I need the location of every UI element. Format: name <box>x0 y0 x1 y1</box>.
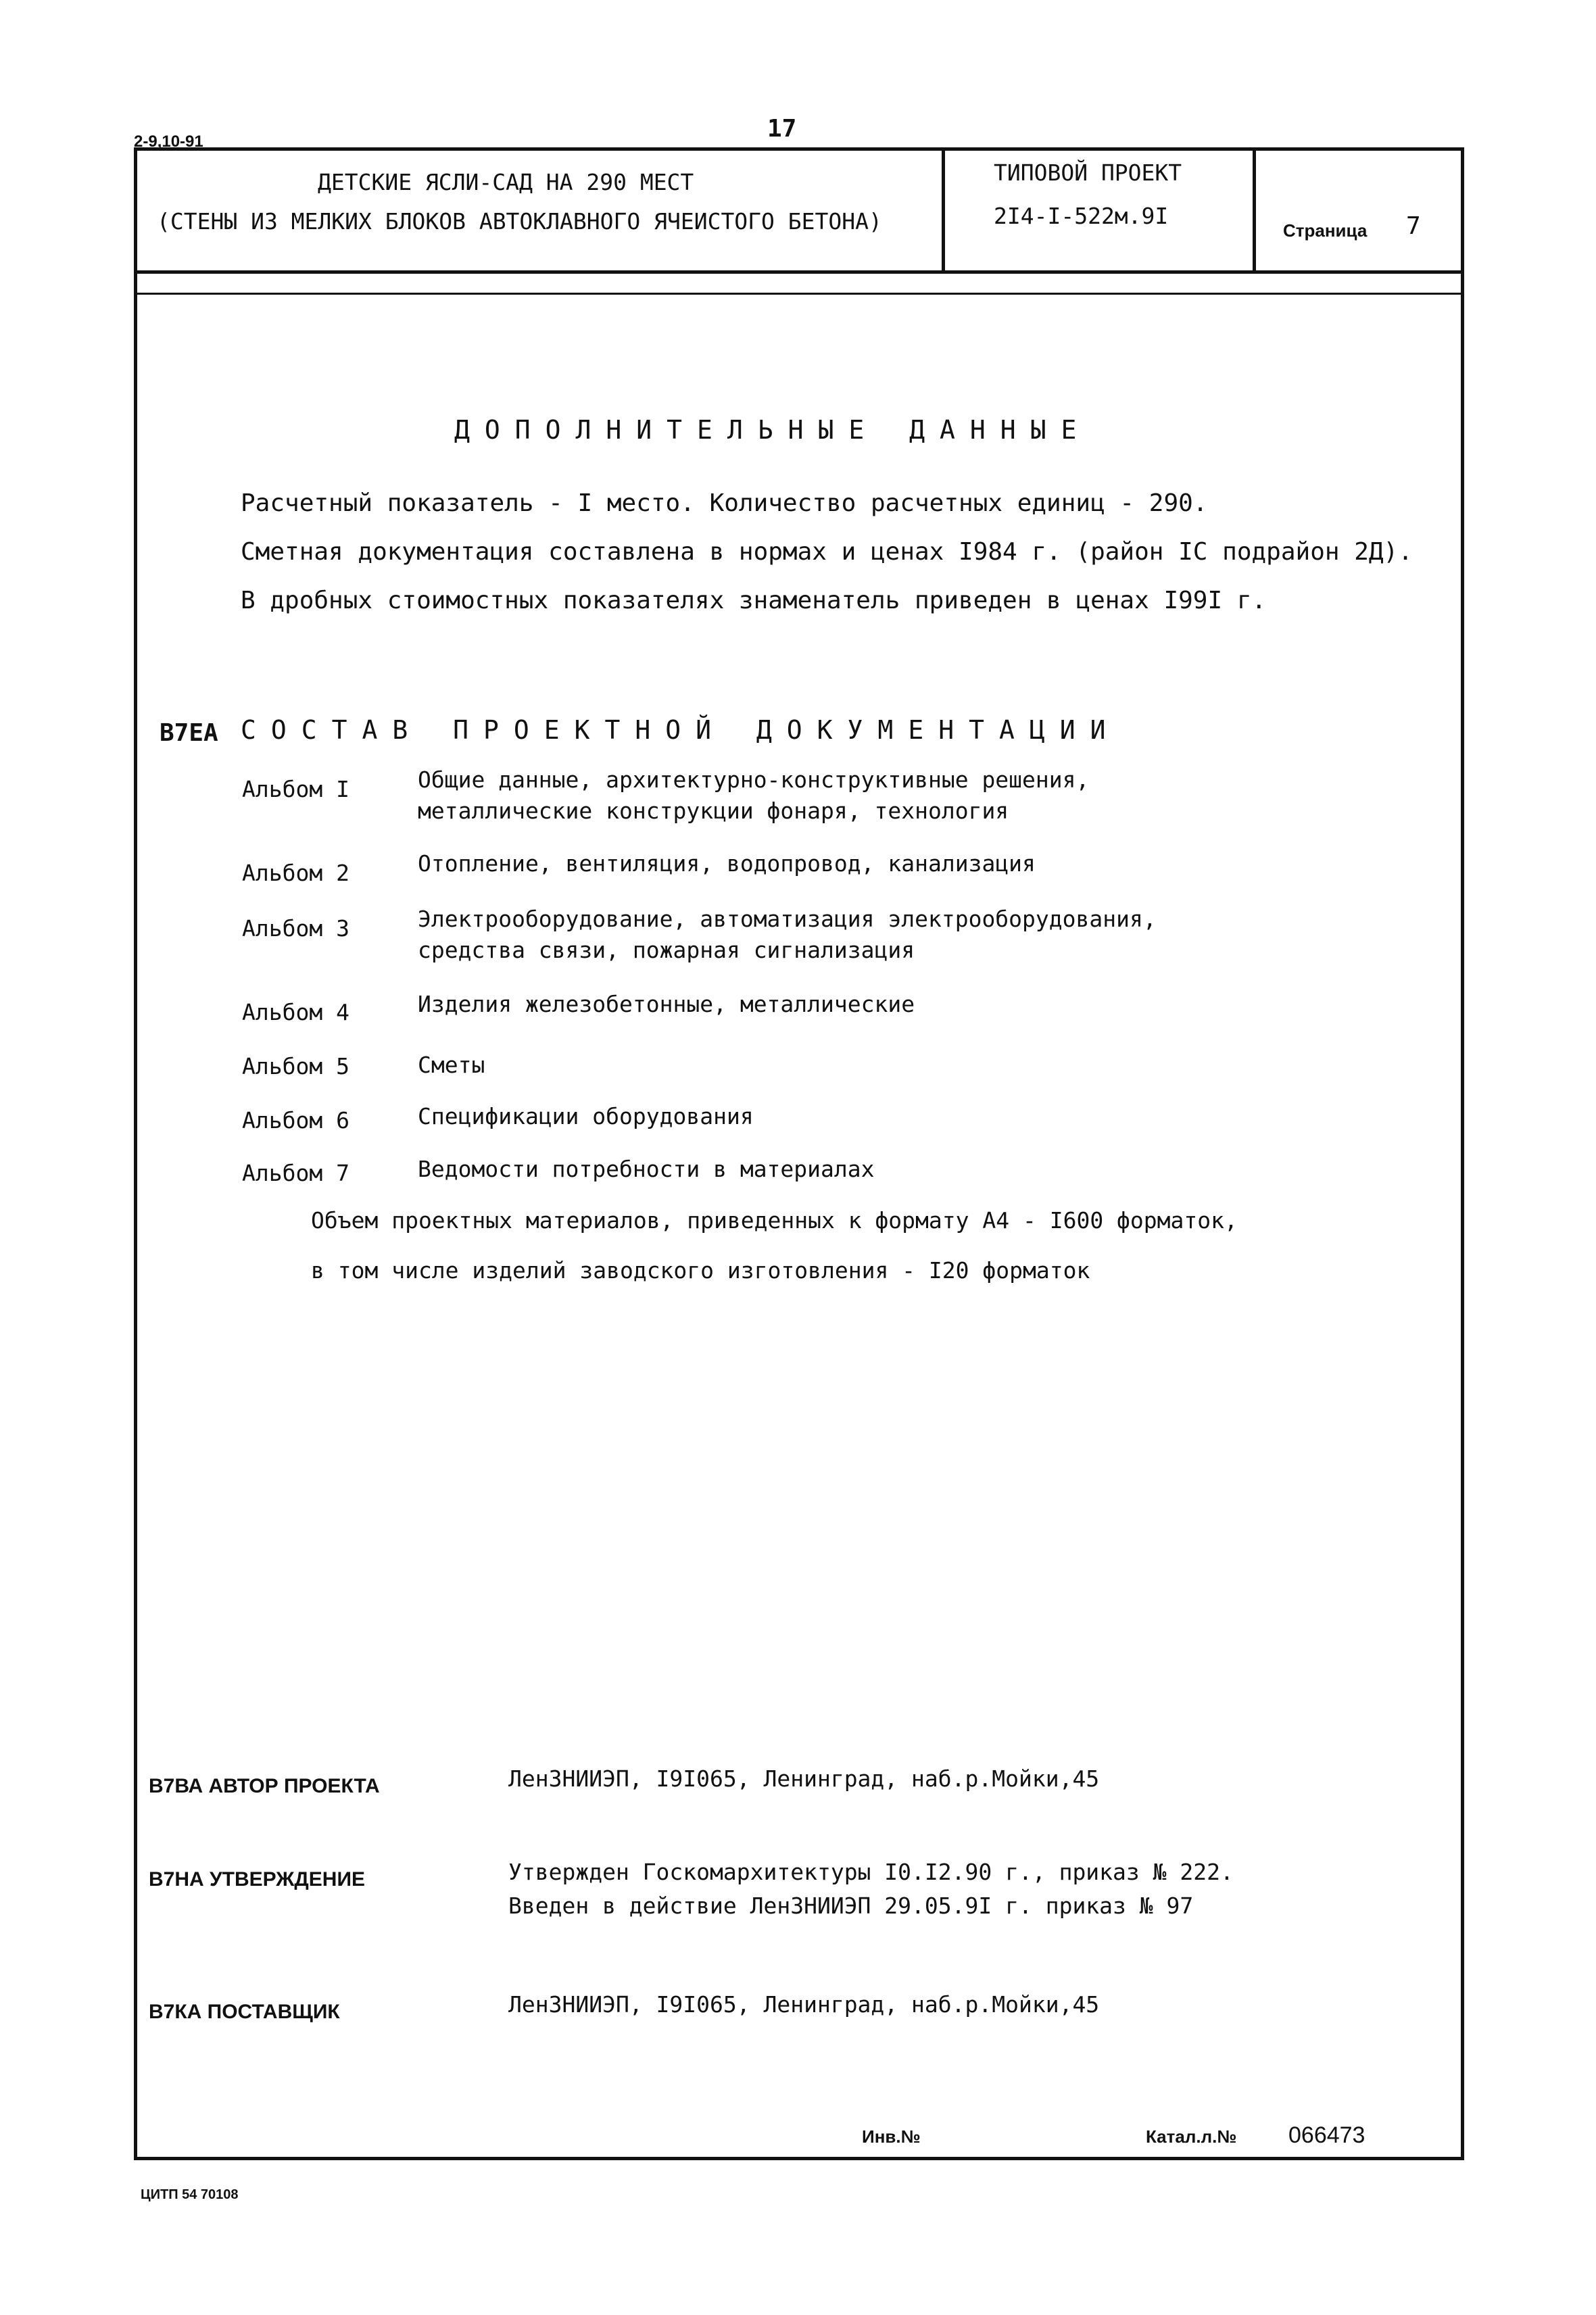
album-label: Альбом 6 <box>242 1107 349 1134</box>
album-description: металлические конструкции фонаря, технология <box>418 798 1009 824</box>
volume-line-2: в том числе изделий заводского изготовления - I20 форматок <box>311 1257 1090 1284</box>
author-label: В7ВА АВТОР ПРОЕКТА <box>149 1775 380 1797</box>
additional-heading: ДОПОЛНИТЕЛЬНЫЕ ДАННЫЕ <box>454 415 1092 445</box>
inventory-label: Инв.№ <box>862 2126 921 2147</box>
supplier-value: ЛенЗНИИЭП, I9I065, Ленинград, наб.р.Мойки,45 <box>508 1991 1100 2018</box>
catalog-value: 066473 <box>1288 2122 1365 2148</box>
catalog-label: Катал.л.№ <box>1146 2126 1237 2147</box>
printer-code: ЦИТП 54 70108 <box>141 2187 239 2202</box>
top-left-code: 2-9,10-91 <box>134 132 203 151</box>
header-divider-1 <box>942 147 945 274</box>
header-under-line <box>134 293 1464 295</box>
album-label: Альбом 4 <box>242 999 349 1025</box>
album-label: Альбом 5 <box>242 1053 349 1079</box>
approval-line-1: Утвержден Госкомархитектуры I0.I2.90 г., приказ № 222. <box>508 1859 1234 1885</box>
approval-line-2: Введен в действие ЛенЗНИИЭП 29.05.9I г. приказ № 97 <box>508 1893 1194 1919</box>
page-value: 7 <box>1406 212 1421 240</box>
album-description: Ведомости потребности в материалах <box>418 1156 875 1182</box>
page-label: Страница <box>1283 220 1368 241</box>
composition-code: В7ЕА <box>160 719 218 747</box>
album-label: Альбом 7 <box>242 1160 349 1186</box>
composition-heading: СОСТАВ ПРОЕКТНОЙ ДОКУМЕНТАЦИИ <box>241 715 1121 745</box>
additional-line-2: Сметная документация составлена в нормах и ценах I984 г. (район IС подрайон 2Д). <box>241 538 1413 566</box>
album-description: Спецификации оборудования <box>418 1103 754 1129</box>
album-description: Изделия железобетонные, металлические <box>418 991 915 1017</box>
header-bottom-line <box>134 270 1464 274</box>
header-divider-2 <box>1253 147 1256 274</box>
album-description: Отопление, вентиляция, водопровод, канализация <box>418 850 1036 877</box>
project-code: 2I4-I-522м.9I <box>994 203 1169 229</box>
album-label: Альбом 2 <box>242 860 349 886</box>
album-description: Сметы <box>418 1052 485 1078</box>
album-label: Альбом I <box>242 776 349 802</box>
album-description: Общие данные, архитектурно-конструктивные решения, <box>418 766 1090 793</box>
project-label: ТИПОВОЙ ПРОЕКТ <box>994 160 1182 186</box>
album-description: Электрооборудование, автоматизация электрооборудования, <box>418 906 1157 932</box>
album-description: средства связи, пожарная сигнализация <box>418 937 915 963</box>
album-label: Альбом 3 <box>242 915 349 942</box>
author-value: ЛенЗНИИЭП, I9I065, Ленинград, наб.р.Мойки,45 <box>508 1765 1100 1792</box>
supplier-label: В7КА ПОСТАВЩИК <box>149 2001 340 2023</box>
header-title-line1: ДЕТСКИЕ ЯСЛИ-САД НА 290 МЕСТ <box>318 169 694 195</box>
header-title-line2: (СТЕНЫ ИЗ МЕЛКИХ БЛОКОВ АВТОКЛАВНОГО ЯЧЕИСТОГО БЕТОНА) <box>157 208 882 235</box>
page-number-top: 17 <box>767 115 797 143</box>
additional-line-1: Расчетный показатель - I место. Количество расчетных единиц - 290. <box>241 489 1208 517</box>
volume-line-1: Объем проектных материалов, приведенных к формату А4 - I600 форматок, <box>311 1207 1238 1234</box>
approval-label: В7НА УТВЕРЖДЕНИЕ <box>149 1868 366 1891</box>
additional-line-3: В дробных стоимостных показателях знаменатель приведен в ценах I99I г. <box>241 587 1267 614</box>
